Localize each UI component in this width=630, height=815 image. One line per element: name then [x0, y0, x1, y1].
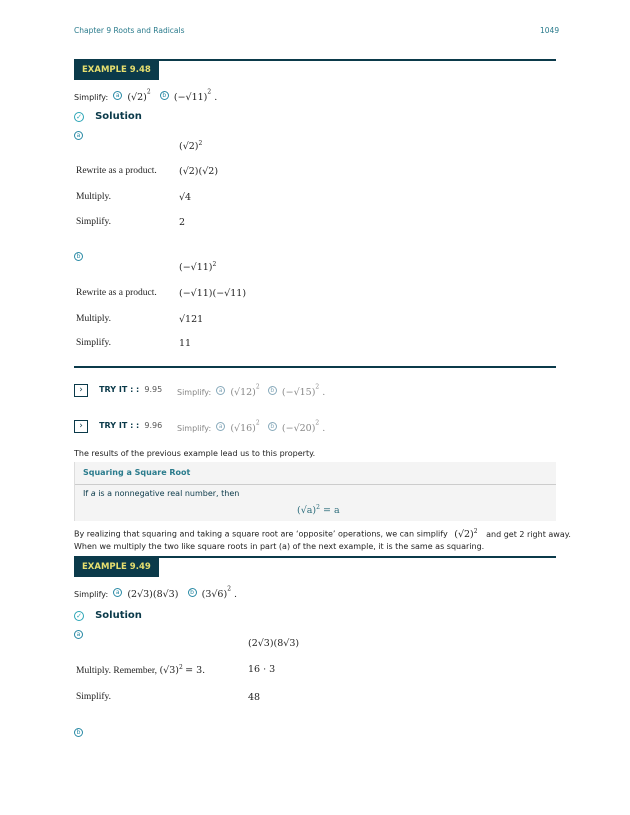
expr-b: (−√11)	[173, 92, 208, 103]
part-a-start: (2√3)(8√3)	[248, 638, 300, 649]
property-box	[74, 462, 556, 521]
part-b-marker: b	[160, 91, 169, 100]
expr-a: (√2)	[127, 92, 147, 103]
step-expr: (−√11)(−√11)	[179, 288, 247, 299]
try-prompt: Simplify: a $(√16)^2$ b $(-√20)^2$ .	[177, 419, 326, 434]
part-a-label: a	[74, 624, 83, 643]
part-a-marker: a	[113, 91, 122, 100]
step-expr: 48	[248, 692, 261, 703]
property-condition: If a is a nonnegative real number, then	[83, 489, 240, 498]
property-divider	[75, 484, 556, 485]
step-expr: √4	[179, 192, 192, 203]
part-a-marker: a	[216, 422, 225, 431]
step-label: Rewrite as a product.	[76, 288, 157, 298]
part-b-marker: b	[188, 588, 197, 597]
step-expr: 16 · 3	[248, 664, 276, 675]
part-a-start: $(√2)^2$	[179, 140, 203, 153]
part-a-label: a	[74, 125, 83, 144]
try-it-9-96[interactable]: › TRY IT : : 9.96 Simplify: a $(√16)^2$ b $(-√20)^2$ .	[74, 413, 556, 433]
property-title: Squaring a Square Root	[83, 468, 191, 477]
step-expr: 11	[179, 338, 192, 349]
example-prompt: Simplify: a (2√3)(8√3) b $(3√6)^2$ .	[74, 585, 238, 600]
step-label: Multiply. Remember, $(√3)^2 = 3$.	[76, 664, 206, 677]
step-label: Rewrite as a product.	[76, 166, 157, 176]
step-label: Simplify.	[76, 338, 112, 348]
check-circle-icon: ✓	[74, 112, 84, 122]
prompt-label: Simplify:	[74, 93, 109, 102]
part-a-marker: a	[113, 588, 122, 597]
step-label: Simplify.	[76, 692, 112, 702]
part-b-label: b	[74, 722, 83, 741]
part-b-label: b	[74, 246, 83, 265]
step-expr: (√2)(√2)	[179, 166, 219, 177]
chapter-title: Chapter 9 Roots and Radicals	[74, 26, 185, 35]
step-expr: √121	[179, 314, 204, 325]
property-formula: $(√a)^2 = a$	[297, 504, 340, 517]
lead-text: The results of the previous example lead us to this property.	[74, 449, 316, 458]
chevron-right-icon[interactable]: ›	[74, 384, 88, 397]
step-label: Multiply.	[76, 192, 112, 202]
part-a-marker: a	[216, 386, 225, 395]
example-prompt: Simplify: a $(√2)^2$ b $(-√11)^2$ .	[74, 88, 218, 103]
part-b-marker: b	[268, 422, 277, 431]
paragraph-line-2: When we multiply the two like square roots in part (a) of the next example, it is the same as squaring.	[74, 542, 485, 551]
check-circle-icon: ✓	[74, 611, 84, 621]
solution-heading: ✓ Solution	[74, 603, 142, 622]
example-badge: EXAMPLE 9.49	[74, 558, 159, 577]
example-badge: EXAMPLE 9.48	[74, 61, 159, 80]
try-prompt: Simplify: a $(√12)^2$ b $(-√15)^2$ .	[177, 383, 326, 398]
part-b-marker: b	[268, 386, 277, 395]
example-bottom-rule	[74, 366, 556, 368]
part-b-start: $(-√11)^2$	[179, 261, 217, 274]
chevron-right-icon[interactable]: ›	[74, 420, 88, 433]
step-label: Multiply.	[76, 314, 112, 324]
solution-heading: ✓ Solution	[74, 104, 142, 123]
paragraph-line-1: By realizing that squaring and taking a square root are ‘opposite’ operations, we can simplify $(√2)^2$ and get 2 right away.	[74, 528, 571, 540]
page-number: 1049	[540, 26, 560, 35]
step-label: Simplify.	[76, 217, 112, 227]
try-it-9-95[interactable]: › TRY IT : : 9.95 Simplify: a $(√12)^2$ b $(-√15)^2$ .	[74, 377, 556, 397]
step-expr: 2	[179, 217, 186, 228]
